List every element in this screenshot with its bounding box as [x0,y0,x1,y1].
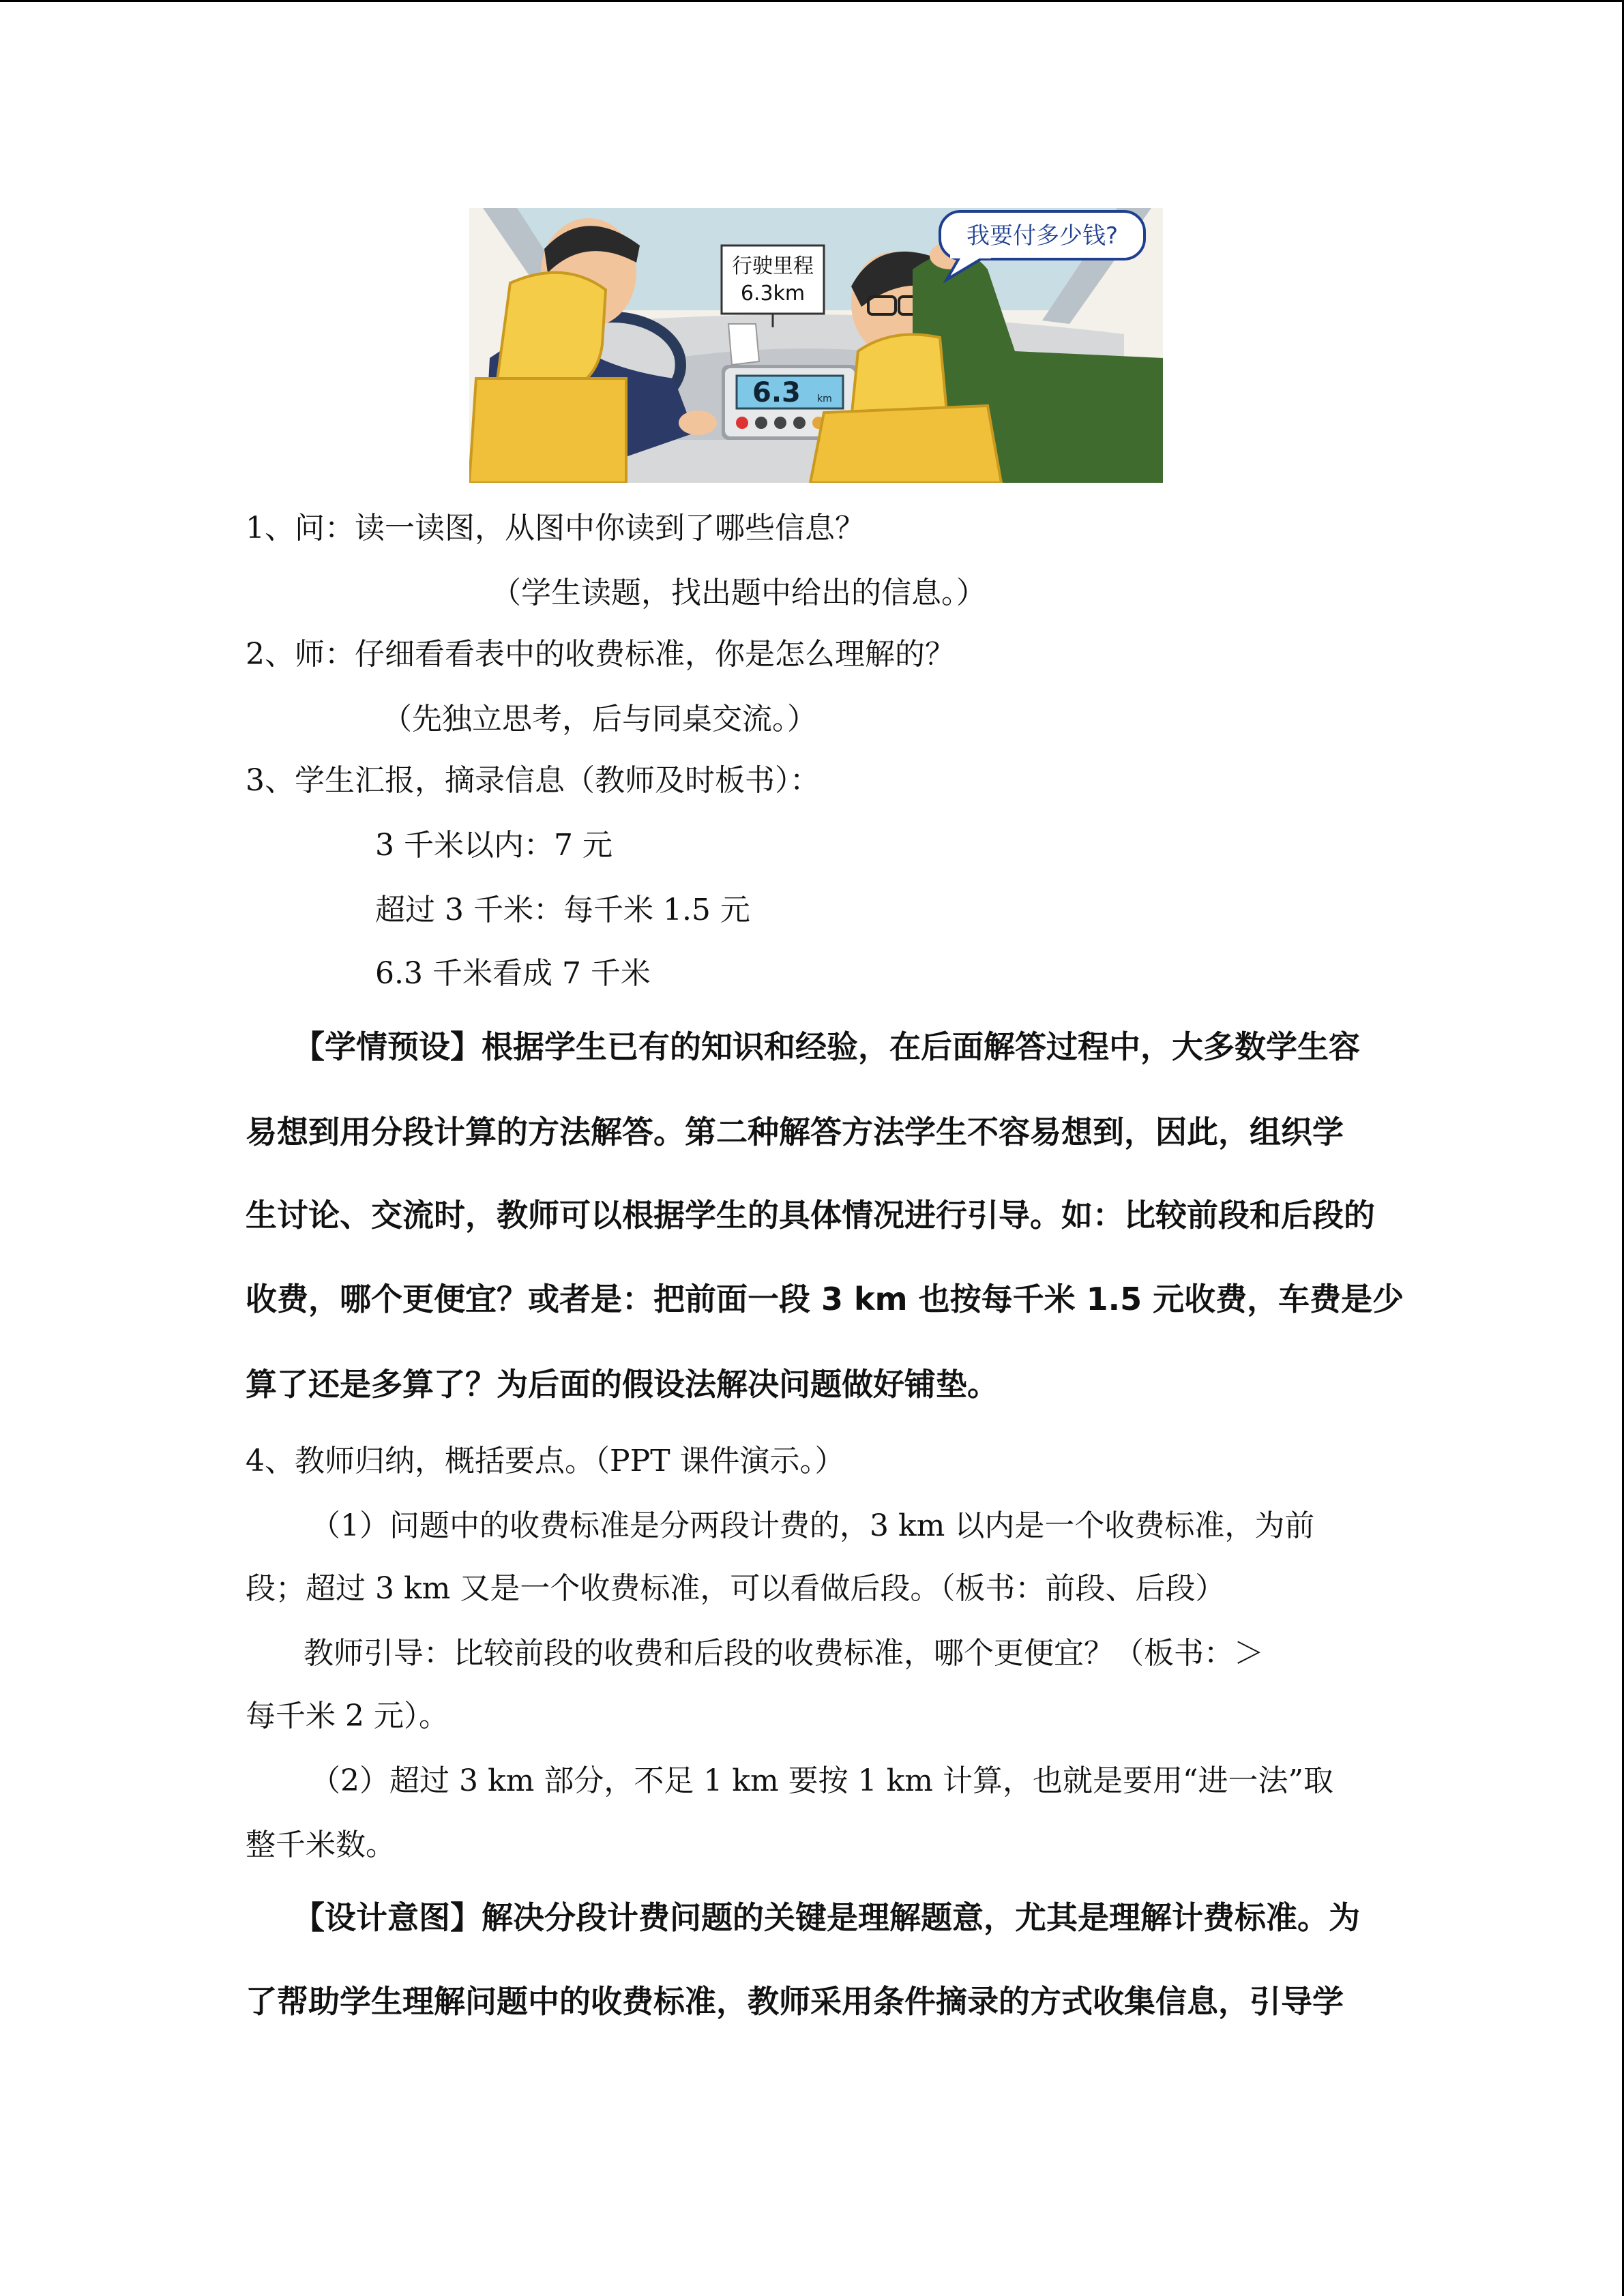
mileage-sign-label: 行驶里程 [732,254,814,278]
question-3: 3、学生汇报，摘录信息（教师及时板书）： [246,763,820,798]
analysis-line-1: 【学情预设】根据学生已有的知识和经验，在后面解答过程中，大多数学生容 [293,1028,1360,1065]
meter-unit: km [817,393,832,404]
info-item-1: 3 千米以内：7 元 [375,828,612,863]
info-item-2: 超过 3 千米：每千米 1.5 元 [375,893,750,927]
design-line-1: 【设计意图】解决分段计费问题的关键是理解题意，尤其是理解计费标准。为 [293,1899,1360,1936]
analysis-line-5: 算了还是多算了？为后面的假设法解决问题做好铺垫。 [246,1366,999,1403]
step-4-point-2a: （2）超过 3 km 部分，不足 1 km 要按 1 km 计算，也就是要用“进一法”取 [310,1763,1333,1798]
step-4-guide-a: 教师引导：比较前段的收费和后段的收费标准，哪个更便宜？（板书：＞ [304,1636,1264,1671]
step-4-point-1a: （1）问题中的收费标准是分两段计费的，3 km 以内是一个收费标准，为前 [310,1508,1315,1543]
page-top-border [0,0,1624,2]
analysis-line-4: 收费，哪个更便宜？或者是：把前面一段 3 km 也按每千米 1.5 元收费，车费是少 [246,1281,1404,1317]
step-4-guide-b: 每千米 2 元）。 [246,1699,449,1733]
step-4-point-1b: 段；超过 3 km 又是一个收费标准，可以看做后段。（板书：前段、后段） [246,1571,1226,1606]
taxi-illustration [469,208,1163,483]
question-2: 2、师：仔细看看表中的收费标准，你是怎么理解的？ [246,637,955,672]
step-4-title: 4、教师归纳，概括要点。（PPT 课件演示。） [246,1444,845,1478]
info-item-3: 6.3 千米看成 7 千米 [375,956,651,991]
step-4-point-2b: 整千米数。 [246,1828,396,1862]
question-1-note: （学生读题，找出题中给出的信息。） [491,576,986,610]
design-line-2: 了帮助学生理解问题中的收费标准，教师采用条件摘录的方式收集信息，引导学 [246,1983,1344,2020]
analysis-line-3: 生讨论、交流时，教师可以根据学生的具体情况进行引导。如：比较前段和后段的 [246,1197,1375,1234]
question-1: 1、问：读一读图，从图中你读到了哪些信息？ [246,511,865,546]
meter-display: 6.3 [752,377,801,408]
analysis-line-2: 易想到用分段计算的方法解答。第二种解答方法学生不容易想到，因此，组织学 [246,1114,1344,1150]
mileage-sign-value: 6.3km [740,282,806,305]
speech-bubble-text: 我要付多少钱? [966,222,1119,250]
question-2-note: （先独立思考，后与同桌交流。） [382,702,817,736]
